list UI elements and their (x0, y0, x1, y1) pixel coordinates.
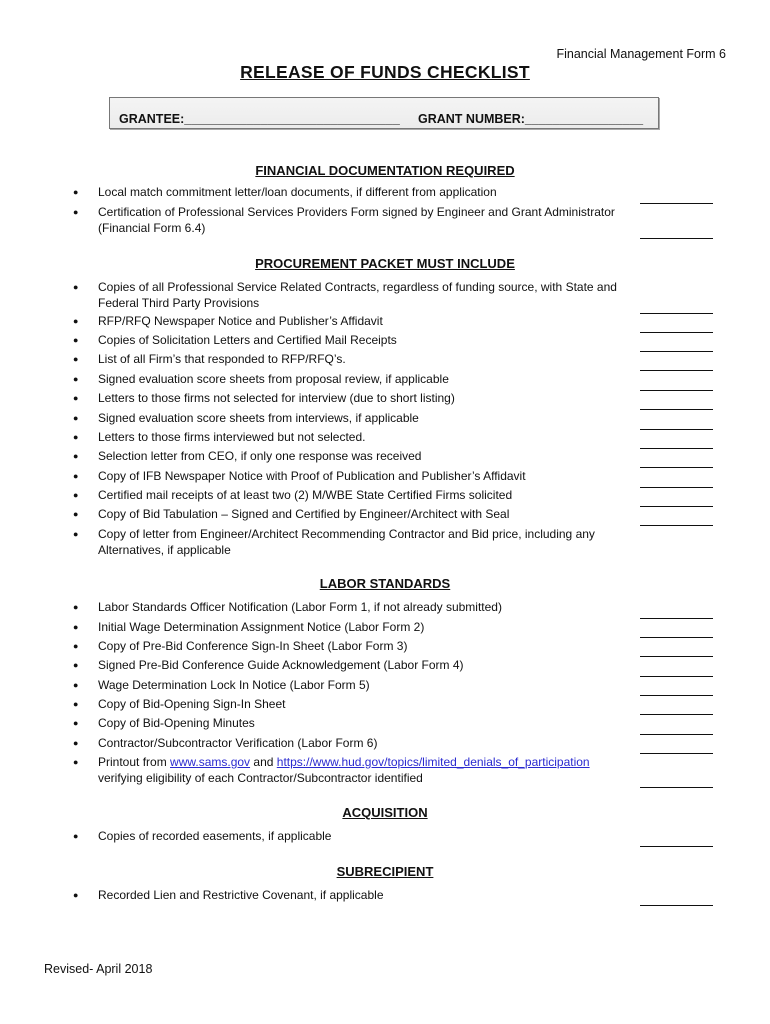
list-item: RFP/RFQ Newspaper Notice and Publisher’s Affidavit (98, 314, 383, 328)
printout-suffix: verifying eligibility of each Contractor/Subcontractor identified (98, 771, 423, 785)
bullet-icon: ● (73, 471, 79, 481)
check-line[interactable] (640, 429, 713, 430)
bullet-icon: ● (73, 509, 79, 519)
hud-link[interactable]: https://www.hud.gov/topics/limited_denials_of_participation (276, 755, 590, 769)
check-line[interactable] (640, 506, 713, 507)
bullet-icon: ● (73, 374, 79, 384)
bullet-icon: ● (73, 187, 79, 197)
check-line[interactable] (640, 370, 713, 371)
bullet-icon: ● (73, 490, 79, 500)
list-item: Selection letter from CEO, if only one response was received (98, 449, 422, 463)
check-line[interactable] (640, 448, 713, 449)
check-line[interactable] (640, 351, 713, 352)
list-item: Recorded Lien and Restrictive Covenant, if applicable (98, 888, 384, 902)
revised-date: Revised- April 2018 (44, 962, 153, 976)
bullet-icon: ● (73, 699, 79, 709)
check-line[interactable] (640, 467, 713, 468)
bullet-icon: ● (73, 282, 79, 292)
labor-heading: LABOR STANDARDS (319, 576, 451, 591)
check-line[interactable] (640, 238, 713, 239)
printout-item (98, 754, 628, 786)
bullet-icon: ● (73, 718, 79, 728)
list-item: Certification of Professional Services Providers Form signed by Engineer and Grant Administrator (Financial Form 6.4) (98, 205, 615, 235)
check-line[interactable] (640, 203, 713, 204)
grantee-field[interactable]: GRANTEE:_______________________________ (119, 112, 400, 126)
bullet-icon: ● (73, 641, 79, 651)
check-line[interactable] (640, 656, 713, 657)
list-item: Copy of Bid-Opening Minutes (98, 716, 255, 730)
list-item: Copies of recorded easements, if applicable (98, 829, 332, 843)
printout-middle: and (250, 755, 277, 769)
bullet-icon: ● (73, 622, 79, 632)
check-line[interactable] (640, 313, 713, 314)
bullet-icon: ● (73, 316, 79, 326)
bullet-icon: ● (73, 602, 79, 612)
bullet-icon: ● (73, 432, 79, 442)
list-item: Copy of Pre-Bid Conference Sign-In Sheet (Labor Form 3) (98, 639, 408, 653)
bullet-icon: ● (73, 393, 79, 403)
list-item: Initial Wage Determination Assignment Notice (Labor Form 2) (98, 620, 425, 634)
check-line[interactable] (640, 787, 713, 788)
check-line[interactable] (640, 332, 713, 333)
bullet-icon: ● (73, 354, 79, 364)
bullet-icon: ● (73, 451, 79, 461)
bullet-icon: ● (73, 738, 79, 748)
list-item: Signed Pre-Bid Conference Guide Acknowledgement (Labor Form 4) (98, 658, 464, 672)
bullet-icon: ● (73, 335, 79, 345)
list-item: Copy of Bid Tabulation – Signed and Certified by Engineer/Architect with Seal (98, 507, 510, 521)
bullet-icon: ● (73, 207, 79, 217)
check-line[interactable] (640, 676, 713, 677)
list-item: Copy of IFB Newspaper Notice with Proof of Publication and Publisher’s Affidavit (98, 469, 526, 483)
bullet-icon: ● (73, 831, 79, 841)
list-item: List of all Firm’s that responded to RFP/RFQ’s. (98, 352, 346, 366)
list-item: Contractor/Subcontractor Verification (Labor Form 6) (98, 736, 378, 750)
list-item: Wage Determination Lock In Notice (Labor Form 5) (98, 678, 370, 692)
check-line[interactable] (640, 390, 713, 391)
list-item: Certified mail receipts of at least two (2) M/WBE State Certified Firms solicited (98, 488, 513, 502)
list-item: Letters to those firms interviewed but not selected. (98, 430, 366, 444)
acquisition-heading: ACQUISITION (342, 805, 428, 820)
financial-heading: FINANCIAL DOCUMENTATION REQUIRED (255, 163, 515, 178)
list-item: Labor Standards Officer Notification (Labor Form 1, if not already submitted) (98, 600, 502, 614)
list-item: Copy of Bid-Opening Sign-In Sheet (98, 697, 286, 711)
procurement-heading: PROCUREMENT PACKET MUST INCLUDE (255, 256, 515, 271)
check-line[interactable] (640, 714, 713, 715)
check-line[interactable] (640, 753, 713, 754)
list-item: Copies of all Professional Service Related Contracts, regardless of funding source, with State and Federal Third Party Provisions (98, 280, 617, 310)
check-line[interactable] (640, 846, 713, 847)
check-line[interactable] (640, 487, 713, 488)
list-item: Signed evaluation score sheets from interviews, if applicable (98, 411, 419, 425)
bullet-icon: ● (73, 413, 79, 423)
check-line[interactable] (640, 525, 713, 526)
bullet-icon: ● (73, 680, 79, 690)
bullet-icon: ● (73, 890, 79, 900)
check-line[interactable] (640, 618, 713, 619)
grant-number-field[interactable]: GRANT NUMBER:_________________ (418, 112, 644, 126)
list-item: Local match commitment letter/loan documents, if different from application (98, 185, 497, 199)
form-label: Financial Management Form 6 (556, 47, 726, 61)
bullet-icon: ● (73, 660, 79, 670)
check-line[interactable] (640, 905, 713, 906)
check-line[interactable] (640, 695, 713, 696)
list-item: Signed evaluation score sheets from proposal review, if applicable (98, 372, 449, 386)
subrecipient-heading: SUBRECIPIENT (336, 864, 434, 879)
bullet-icon: ● (73, 529, 79, 539)
bullet-icon: ● (73, 757, 79, 767)
check-line[interactable] (640, 409, 713, 410)
sams-link[interactable]: www.sams.gov (170, 755, 251, 769)
printout-prefix: Printout from (98, 755, 171, 769)
list-item: Letters to those firms not selected for interview (due to short listing) (98, 391, 455, 405)
check-line[interactable] (640, 637, 713, 638)
page-title: RELEASE OF FUNDS CHECKLIST (240, 62, 530, 82)
check-line[interactable] (640, 734, 713, 735)
list-item: Copy of letter from Engineer/Architect Recommending Contractor and Bid price, including any Alternatives, if applicable (98, 527, 595, 557)
grantee-header-box (109, 97, 659, 129)
list-item: Copies of Solicitation Letters and Certified Mail Receipts (98, 333, 397, 347)
